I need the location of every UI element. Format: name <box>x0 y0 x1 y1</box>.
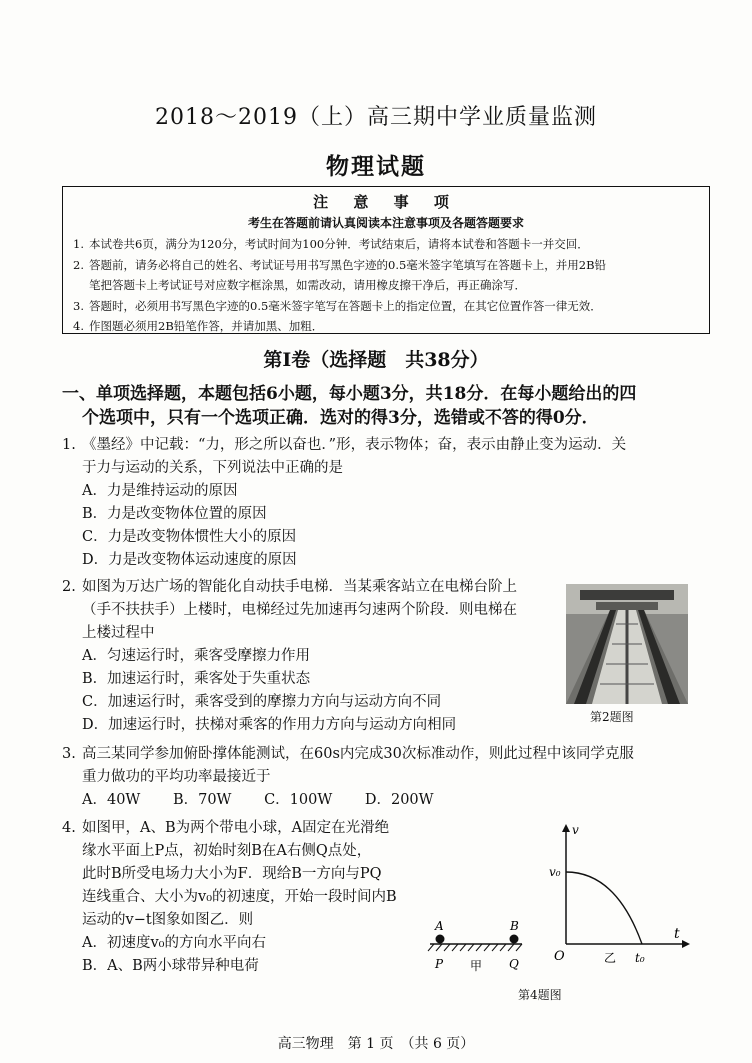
option: B．A、B两小球带异种电荷 <box>82 958 259 974</box>
label-jia: 甲 <box>470 959 483 973</box>
option: D．加速运行时，扶梯对乘客的作用力方向与运动方向相同 <box>82 717 457 733</box>
question-4: 4. 如图甲，A、B为两个带电小球，A固定在光滑绝 缘水平面上P点，初始时刻B在A右侧Q点处， 此时B所受电场力大小为F．现给B一方向与PQ 连线重合、大小为v₀的初速度，开始一段时间内B 运动的v−t图象如图乙．则 A．初速度v₀的方向水平向右 B．A、B两小球带异种电荷 <box>62 817 442 978</box>
notice-list <box>73 234 703 337</box>
question-3: 3. 高三某同学参加俯卧撑体能测试，在60s内完成30次标准动作，则此过程中该同学克服 重力做功的平均功率最接近于 A．40W B．70W C．100W D．200W <box>62 743 712 812</box>
notice-subheading: 考生在答题前请认真阅读本注意事项及各题答题要求 <box>247 216 524 230</box>
escalator-photo <box>566 584 688 704</box>
notice-item: 4. 作图题必须用2B铅笔作答，并请加黑、加粗． <box>73 319 324 333</box>
option: C．100W <box>264 792 333 808</box>
notice-item: 1. 本试卷共6页，满分为120分，考试时间为100分钟．考试结束后，请将本试卷和答题卡一并交回． <box>73 237 589 251</box>
section-heading: 第Ⅰ卷（选择题 共38分） <box>263 349 489 371</box>
notice-box <box>62 186 710 334</box>
label-v: v <box>572 823 579 837</box>
option: C．力是改变物体惯性大小的原因 <box>82 529 297 545</box>
notice-item: 笔把答题卡上考试证号对应数字框涂黑，如需改动，请用橡皮擦干净后，再正确涂写． <box>89 278 526 292</box>
part-instructions: 一、单项选择题，本题包括6小题，每小题3分，共18分．在每小题给出的四 个选项中，只有一个选项正确．选对的得3分，选错或不答的得0分． <box>62 384 637 428</box>
label-t0: t₀ <box>635 951 645 965</box>
option: C．加速运行时，乘客受到的摩擦力方向与运动方向不同 <box>82 694 442 710</box>
figure-4 <box>420 820 700 990</box>
label-O: O <box>554 949 565 964</box>
label-B: B <box>510 919 519 933</box>
label-t: t <box>674 926 680 942</box>
option: D．200W <box>364 792 434 808</box>
ball-B <box>510 935 519 944</box>
label-P: P <box>435 957 444 971</box>
option: A．力是维持运动的原因 <box>82 483 238 499</box>
vt-curve <box>566 872 642 944</box>
option: B．加速运行时，乘客处于失重状态 <box>82 671 311 687</box>
t-axis-arrow <box>682 940 690 948</box>
option: A．初速度v₀的方向水平向右 <box>82 935 266 951</box>
notice-item: 2. 答题前，请务必将自己的姓名、考试证号用书写黑色字迹的0.5毫米签字笔填写在答题卡上，并用2B铅 <box>73 257 607 272</box>
notice-heading: 注 意 事 项 <box>313 193 459 211</box>
options-row <box>62 789 712 812</box>
exam-title: 2018～2019（上）高三期中学业质量监测 <box>155 105 597 130</box>
question-1: 1. 《墨经》中记载：“力，形之所以奋也．”形，表示物体；奋，表示由静止变为运动．关 于力与运动的关系，下列说法中正确的是 A．力是维持运动的原因 B．力是改变物体位置的原因 C．力是改变物体惯性大小的原因 D．力是改变物体运动速度的原因 <box>62 434 712 572</box>
ground-hatch <box>428 944 522 951</box>
label-yi: 乙 <box>604 951 617 965</box>
label-A: A <box>435 919 444 933</box>
page-footer: 高三物理 第 1 页 （共 6 页） <box>277 1036 475 1052</box>
v-axis-arrow <box>562 824 570 832</box>
option: B．力是改变物体位置的原因 <box>82 506 267 522</box>
option: A．匀速运行时，乘客受摩擦力作用 <box>82 648 310 664</box>
option: B．70W <box>172 792 232 808</box>
ball-A <box>436 935 445 944</box>
option: A．40W <box>82 792 141 808</box>
subject-title: 物理试题 <box>326 153 426 180</box>
figure-2-caption: 第2题图 <box>590 710 634 724</box>
option: D．力是改变物体运动速度的原因 <box>82 552 297 568</box>
label-Q: Q <box>509 957 519 971</box>
notice-item: 3. 答题时，必须用书写黑色字迹的0.5毫米签字笔写在答题卡上的指定位置，在其它位置作答一律无效． <box>73 298 602 313</box>
figure-4-caption: 第4题图 <box>518 988 562 1002</box>
question-2: 2. 如图为万达广场的智能化自动扶手电梯．当某乘客站立在电梯台阶上 （手不扶扶手）上楼时，电梯经过先加速再匀速两个阶段．则电梯在 上楼过程中 A．匀速运行时，乘客受摩擦力作用 B．加速运行时，乘客处于失重状态 C．加速运行时，乘客受到的摩擦力方向与运动方向不同 D．加速运行时，扶梯对乘客的作用力方向与运动方向相同 <box>62 576 562 737</box>
label-v0: v₀ <box>549 865 561 879</box>
